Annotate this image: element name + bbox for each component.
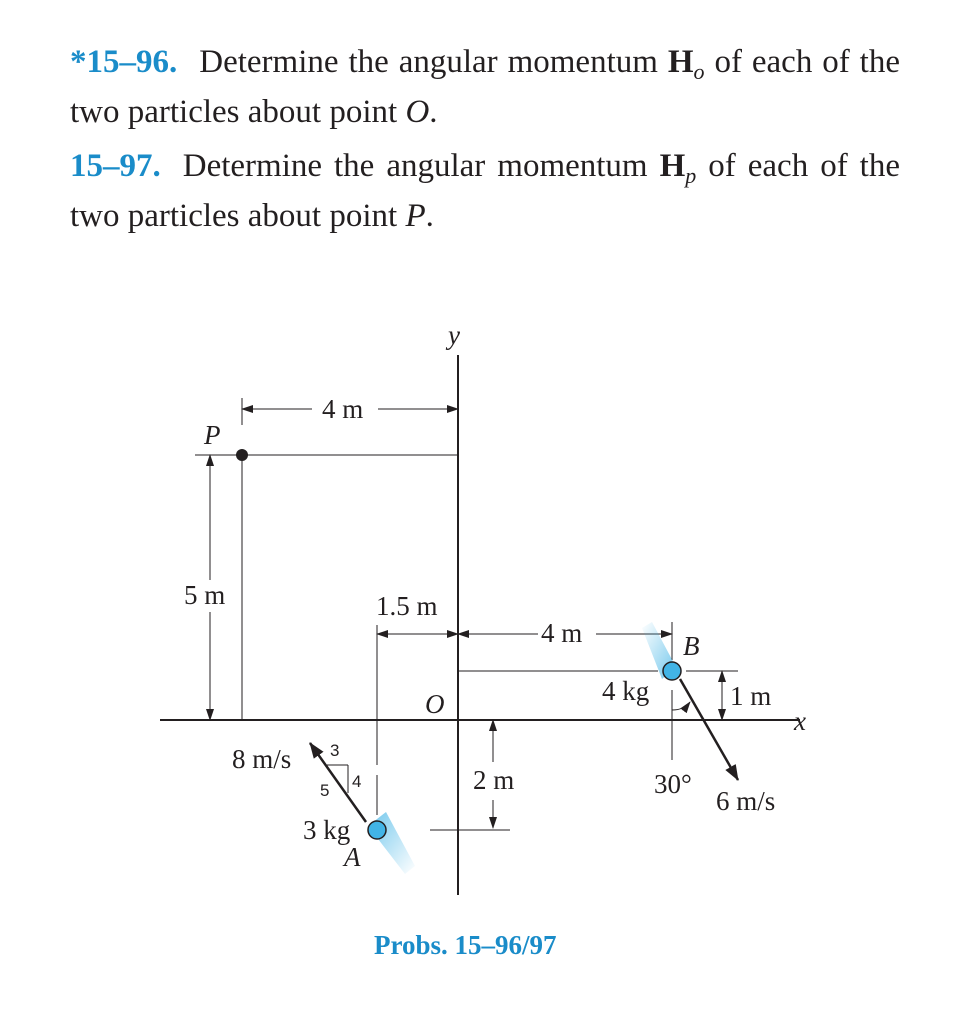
particle-b bbox=[663, 662, 681, 680]
particle-b-mass: 4 kg bbox=[602, 676, 650, 706]
period: . bbox=[425, 198, 434, 234]
point-p-label: P bbox=[204, 420, 221, 450]
point-label: O bbox=[405, 94, 430, 130]
particle-a-mass: 3 kg bbox=[303, 815, 351, 845]
dim-2m-label: 2 m bbox=[473, 765, 515, 795]
y-axis-label: y bbox=[448, 320, 460, 350]
dim-4m-top-label: 4 m bbox=[322, 394, 364, 424]
slope-horizontal-label: 3 bbox=[330, 741, 340, 760]
particle-a-label: A bbox=[344, 842, 361, 872]
problem-text: Determine the angular momentum bbox=[199, 44, 658, 80]
dim-5m-label: 5 m bbox=[184, 580, 226, 610]
slope-vertical-label: 4 bbox=[352, 772, 362, 791]
particle-a bbox=[368, 821, 386, 839]
angular-momentum-symbol: H bbox=[667, 44, 694, 80]
problem-number: *15–96. bbox=[70, 44, 178, 80]
angle-arc bbox=[672, 702, 690, 710]
particle-b-speed: 6 m/s bbox=[716, 786, 776, 816]
point-label: P bbox=[405, 198, 426, 234]
angular-momentum-subscript: p bbox=[685, 163, 697, 188]
dim-1-5m-label: 1.5 m bbox=[376, 591, 438, 621]
angular-momentum-subscript: o bbox=[693, 59, 705, 84]
particle-a-speed: 8 m/s bbox=[232, 744, 292, 774]
point-p-marker bbox=[236, 449, 248, 461]
dim-1m-label: 1 m bbox=[730, 681, 772, 711]
problem-text-continued: of each of the two particles about point bbox=[70, 148, 900, 234]
angular-momentum-symbol: H bbox=[659, 148, 686, 184]
slope-hypotenuse-label: 5 bbox=[320, 781, 330, 800]
particle-b-label: B bbox=[683, 631, 700, 661]
figure-caption: Probs. 15–96/97 bbox=[374, 930, 557, 960]
problem-number: 15–97. bbox=[70, 148, 161, 184]
angle-label: 30° bbox=[654, 769, 692, 799]
problem-text-continued: of each of the two particles about point bbox=[70, 44, 900, 130]
period: . bbox=[429, 94, 438, 130]
problem-text: Determine the angular momentum bbox=[182, 148, 648, 184]
origin-label: O bbox=[425, 689, 445, 719]
x-axis-label: x bbox=[794, 706, 806, 736]
dim-4m-right-label: 4 m bbox=[541, 618, 583, 648]
